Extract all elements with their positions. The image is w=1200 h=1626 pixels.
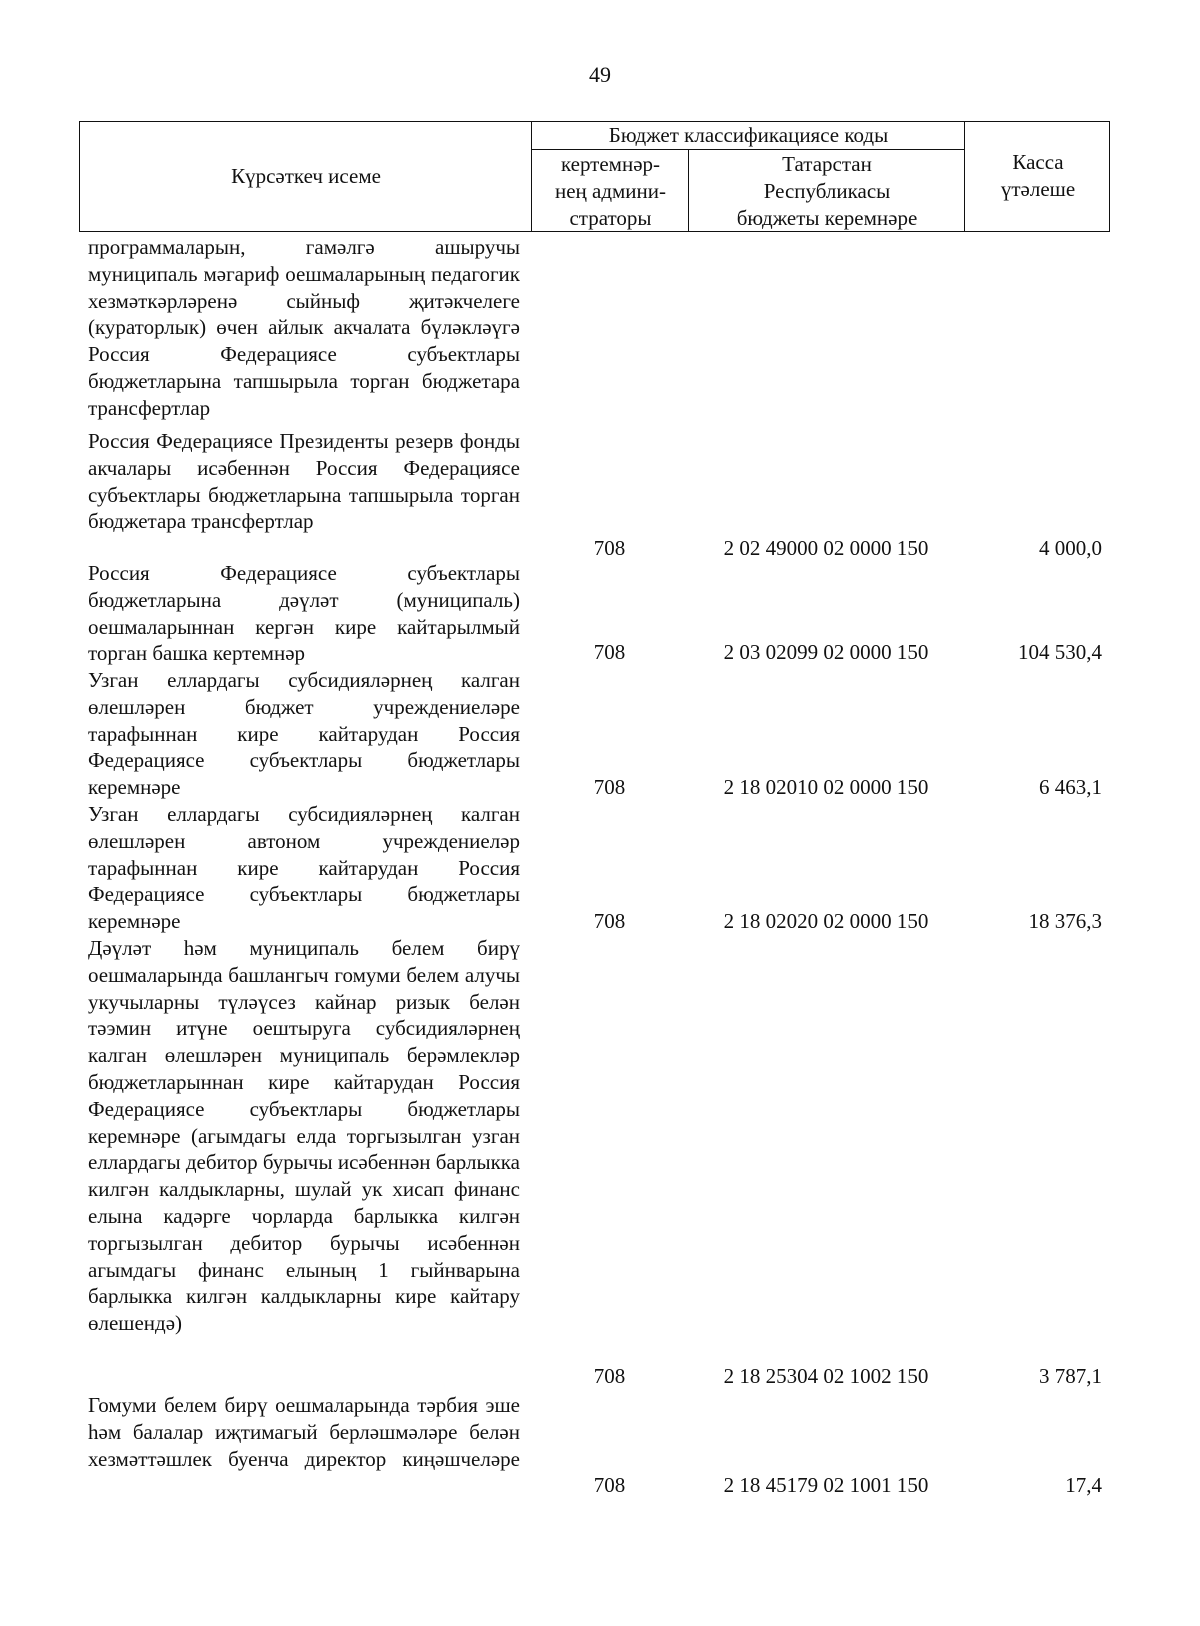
table-row xyxy=(0,560,1200,666)
row-indicator-name: программаларын, гамәлгә ашыручы муниципаль мәгариф оешмаларының педагогик хезмәткәрләренә сыйныф җитәкчелеге (кураторлык) өчен айлык акчалата бүләкләүгә Россия Федерациясе субъектлары бюджетларына тапшырыла торган бюджетара трансфертлар xyxy=(88,235,520,420)
table-row xyxy=(0,935,1200,1390)
header-budget-classification: Бюджет классификациясе коды xyxy=(608,123,889,147)
row-cash-amount: 104 530,4 xyxy=(1018,640,1102,665)
row-budget-code: 2 03 02099 02 0000 150 xyxy=(723,640,929,665)
table-row xyxy=(0,428,1200,562)
row-budget-code: 2 18 25304 02 1002 150 xyxy=(723,1364,929,1389)
header-divider xyxy=(531,149,964,150)
row-budget-code: 2 18 02020 02 0000 150 xyxy=(723,909,929,934)
header-tatarstan-budget-revenues: Татарстан Республикасы бюджеты керемнәре xyxy=(736,152,918,230)
header-divider xyxy=(964,122,965,231)
row-cash-amount: 6 463,1 xyxy=(1039,775,1102,800)
row-cash-amount: 18 376,3 xyxy=(1028,909,1102,934)
row-indicator-name: Россия Федерациясе Президенты резерв фонды акчалары исәбеннән Россия Федерациясе субъектлары бюджетларына тапшырыла торган бюджетара трансфертлар xyxy=(88,429,520,534)
row-indicator-name: Дәүләт һәм муниципаль белем бирү оешмаларында башлангыч гомуми белем алучы укучыларны түләүсез кайнар ризык белән тәэмин итүне оештыруга субсидияләрнең калган өлешләрен муниципаль берәмлекләр бюджетларыннан кире кайтарудан Россия Федерациясе субъектлары бюджетлары керемнәре (агымдагы елда торгызылган узган еллардагы дебитор бурычы исәбеннән барлыкка килгән калдыкларны, шулай ук хисап финанс елына кадәрге чорларда барлыкка килгән торгызылган дебитор бурычы исәбеннән агымдагы финанс елының 1 гыйнварына барлыкка килгән калдыкларны кире кайтару өлешендә) xyxy=(88,936,520,1336)
row-budget-code: 2 18 02010 02 0000 150 xyxy=(723,775,929,800)
row-budget-code: 2 02 49000 02 0000 150 xyxy=(723,536,929,561)
row-indicator-name: Гомуми белем бирү оешмаларында тәрбия эше һәм балалар иҗтимагый берләшмәләре белән хезмәттәшлек буенча директор киңәшчеләре xyxy=(88,1393,520,1471)
row-indicator-name: Узган еллардагы субсидияләрнең калган өлешләрен бюджет учреждениеләре тарафыннан кире кайтарудан Россия Федерациясе субъектлары бюджетлары керемнәре xyxy=(88,668,520,800)
row-cash-amount: 4 000,0 xyxy=(1039,536,1102,561)
row-budget-code: 2 18 45179 02 1001 150 xyxy=(723,1473,929,1498)
row-administrator-code: 708 xyxy=(593,1364,626,1389)
row-indicator-name: Россия Федерациясе субъектлары бюджетларына дәүләт (муниципаль) оешмаларыннан кергән кире кайтарылмый торган башка кертемнәр xyxy=(88,561,520,666)
row-cash-amount: 17,4 xyxy=(1065,1473,1102,1498)
row-administrator-code: 708 xyxy=(593,640,626,665)
row-administrator-code: 708 xyxy=(593,775,626,800)
header-divider xyxy=(688,149,689,231)
table-header xyxy=(79,121,1110,232)
row-indicator-name: Узган еллардагы субсидияләрнең калган өлешләрен автоном учреждениеләр тарафыннан кире кайтарудан Россия Федерациясе субъектлары бюджетлары керемнәре xyxy=(88,802,520,934)
table-row xyxy=(0,667,1200,801)
table-row xyxy=(0,234,1200,425)
row-administrator-code: 708 xyxy=(593,536,626,561)
table-row xyxy=(0,801,1200,935)
page-number: 49 xyxy=(589,62,611,87)
row-administrator-code: 708 xyxy=(593,909,626,934)
row-administrator-code: 708 xyxy=(593,1473,626,1498)
table-row xyxy=(0,1392,1200,1499)
header-administrators: кертемнәр- нең админи- страторы xyxy=(554,152,667,230)
row-cash-amount: 3 787,1 xyxy=(1039,1364,1102,1389)
header-divider xyxy=(531,122,532,231)
header-indicator-name: Күрсәткеч исеме xyxy=(231,163,381,188)
header-cash-execution: Касса үтәлеше xyxy=(1000,150,1076,201)
